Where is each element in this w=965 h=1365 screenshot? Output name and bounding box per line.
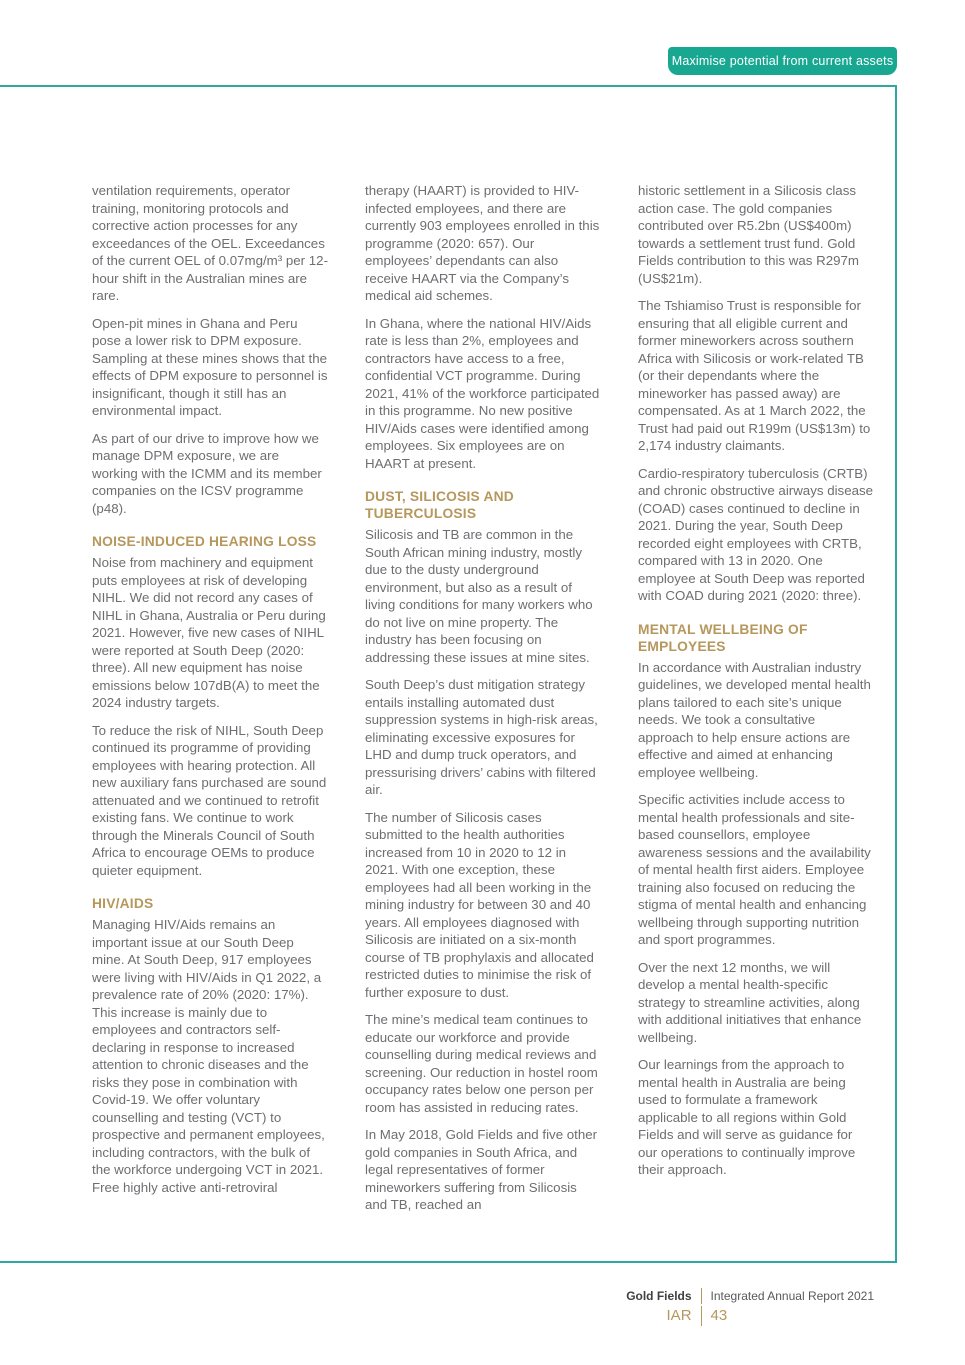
footer-brand: Gold Fields <box>626 1288 701 1304</box>
paragraph: ventilation requirements, operator training, monitoring protocols and corrective action processes for any exceedances of the OEL. Exceedances of the current OEL of 0.07mg/m³ per 12-hour shift in the Australian mines are rare. <box>92 183 329 303</box>
section-heading: HIV/AIDS <box>92 896 154 911</box>
section-heading: DUST, SILICOSIS AND TUBERCULOSIS <box>365 489 514 521</box>
paragraph: In accordance with Australian industry guidelines, we developed mental health plans tailored to each site’s unique needs. We took a consultative approach to help ensure actions are effective and aimed at enhancing employee wellbeing. <box>638 659 871 780</box>
paragraph: In Ghana, where the national HIV/Aids rate is less than 2%, employees and contractors have access to a free, confidential VCT programme. During 2021, 41% of the workforce participated in this programme. No new positive HIV/Aids cases were identified among employees. Six employees are on HAART at present. <box>365 315 600 471</box>
section-tag: Maximise potential from current assets <box>668 47 897 75</box>
paragraph: The Tshiamiso Trust is responsible for ensuring that all eligible current and former mineworkers across southern Africa with Silicosis or work-related TB (or their dependants where the mineworker has passed away) are compensated. As at 1 March 2022, the Trust had paid out R199m (US$13m) to 2,174 industry claimants. <box>638 298 871 453</box>
paragraph: Cardio-respiratory tuberculosis (CRTB) and chronic obstructive airways disease (COAD) cases continued to decline in 2021. During the year, South Deep recorded eight employees with CRTB, compared with 13 in 2020. One employee at South Deep was reported with COAD during 2021 (2020: three). <box>638 465 874 603</box>
text-column-2 <box>365 182 601 1224</box>
paragraph: Over the next 12 months, we will develop a mental health-specific strategy to streamline activities, along with additional initiatives that enhance wellbeing. <box>638 959 862 1045</box>
footer-report-title: Integrated Annual Report 2021 <box>710 1289 874 1303</box>
text-column-1 <box>92 182 328 1224</box>
text-column-3 <box>638 182 874 1224</box>
paragraph: Silicosis and TB are common in the South African mining industry, mostly due to the dusty underground environment, but also as a result of living conditions for many workers who do not live on mine property. The industry has been focusing on addressing these issues at mine sites. <box>365 527 593 665</box>
paragraph: In May 2018, Gold Fields and five other gold companies in South Africa, and legal representatives of former mineworkers suffering from Silicosis and TB, reached an <box>365 1127 598 1212</box>
footer-page-label: IAR <box>626 1306 701 1326</box>
text-columns <box>92 182 874 1224</box>
paragraph: Noise from machinery and equipment puts employees at risk of developing NIHL. We did not record any cases of NIHL in Ghana, Australia or Peru during 2021. However, five new cases of NIHL were reported at South Deep (2020: three). All new equipment has noise emissions below 107dB(A) to meet the 2024 industry targets. <box>92 555 326 710</box>
section-heading: NOISE-INDUCED HEARING LOSS <box>92 534 317 549</box>
paragraph: The mine’s medical team continues to educate our workforce and provide counselling during medical reviews and screening. Our reduction in hostel room occupancy rates below one person per room has assisted in reducing rates. <box>365 1012 598 1115</box>
paragraph: historic settlement in a Silicosis class action case. The gold companies contributed over R5.2bn (US$400m) towards a settlement trust fund. Gold Fields contribution to this was R297m (US$21m). <box>638 183 859 286</box>
paragraph: To reduce the risk of NIHL, South Deep continued its programme of providing employees with hearing protection. All new auxiliary fans purchased are sound attenuated and we continued to retrofit existing fans. We continue to work through the Minerals Council of South Africa to encourage OEMs to produce quieter equipment. <box>92 722 327 878</box>
page-footer <box>626 1288 874 1326</box>
paragraph: Managing HIV/Aids remains an important issue at our South Deep mine. At South Deep, 917 employees were living with HIV/Aids in Q1 2022, a prevalence rate of 20% (2020: 17%). This increase is mainly due to employees and contractors self-declaring in response to increased attention to chronic diseases and the risks they pose in combination with Covid-19. We offer voluntary counselling and testing (VCT) to prospective and permanent employees, including contractors, with the bulk of the workforce undergoing VCT in 2021. Free highly active anti-retroviral <box>92 917 325 1195</box>
paragraph: South Deep’s dust mitigation strategy entails installing automated dust suppression systems in high-risk areas, eliminating excessive exposures for LHD and dump truck operators, and pressurising drivers’ cabins with filtered air. <box>365 677 598 797</box>
paragraph: The number of Silicosis cases submitted to the health authorities increased from 10 in 2020 to 12 in 2021. With one exception, these employees had all been working in the mining industry for between 30 and 40 years. All employees diagnosed with Silicosis are initiated on a six-month course of TB prophylaxis and allocated restricted duties to minimise the risk of further exposure to dust. <box>365 809 594 1000</box>
paragraph: Specific activities include access to mental health professionals and site-based counsellors, employee awareness sessions and the availability of mental health first aiders. Employee training also focused on reducing the stigma of mental health and enhancing wellbeing through supporting nutrition and sport programmes. <box>638 792 871 947</box>
content-border-box <box>0 85 897 1263</box>
paragraph: As part of our drive to improve how we manage DPM exposure, we are working with the ICMM and its member companies on the ICSV programme (p48). <box>92 430 322 516</box>
section-heading: MENTAL WELLBEING OF EMPLOYEES <box>638 621 808 654</box>
paragraph: Our learnings from the approach to mental health in Australia are being used to formulate a framework applicable to all regions within Gold Fields and will serve as guidance for our operations to continually improve their approach. <box>638 1057 856 1177</box>
paragraph: therapy (HAART) is provided to HIV-infected employees, and there are currently 903 employees enrolled in this programme (2020: 657). Our employees’ dependants can also receive HAART via the Company’s medical aid schemes. <box>365 183 600 303</box>
paragraph: Open-pit mines in Ghana and Peru pose a lower risk to DPM exposure. Sampling at these mines shows that the effects of DPM exposure to personnel is insignificant, though it still has an environmental impact. <box>92 315 328 418</box>
footer-page-number: 43 <box>710 1307 728 1324</box>
